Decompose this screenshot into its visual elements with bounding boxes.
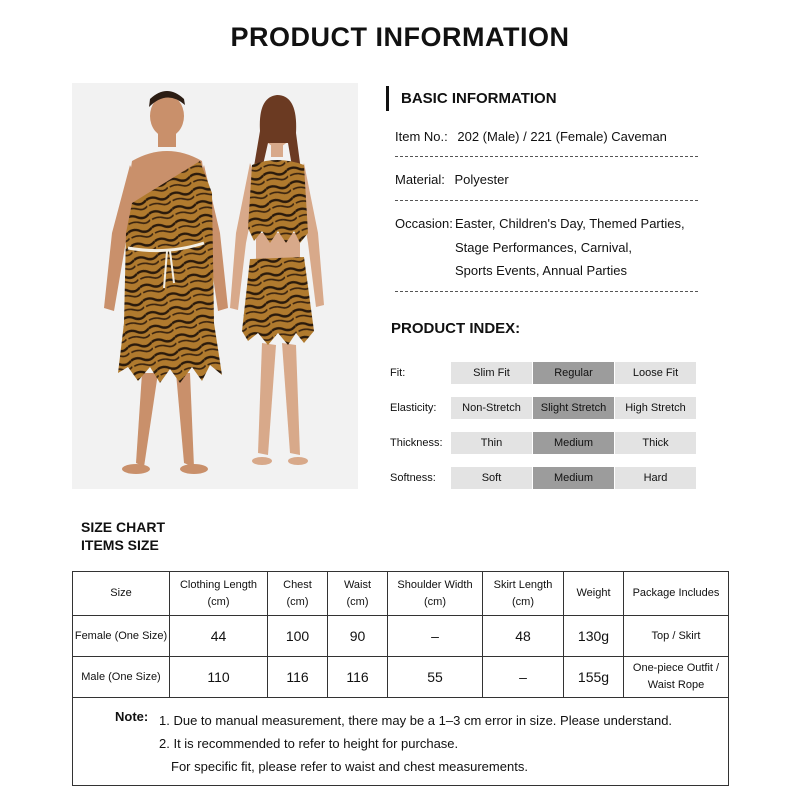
material-value: Polyester (454, 172, 509, 187)
note-label: Note: (115, 709, 149, 724)
size-table (72, 571, 729, 786)
table-cell: One-piece Outfit / Waist Rope (624, 657, 729, 698)
table-row (73, 616, 729, 657)
index-option-selected: Regular (533, 362, 614, 384)
items-size-title: ITEMS SIZE (81, 537, 159, 553)
index-row-elasticity (390, 397, 697, 419)
index-option: Slim Fit (451, 362, 532, 384)
column-header: Waist (cm) (328, 572, 388, 616)
index-label: Fit: (390, 367, 406, 379)
divider (395, 291, 698, 292)
column-header: Package Includes (624, 572, 729, 616)
table-cell: Top / Skirt (624, 616, 729, 657)
size-chart-title: SIZE CHART (81, 519, 165, 535)
table-cell: 116 (328, 657, 388, 698)
item-number-value: 202 (Male) / 221 (Female) Caveman (457, 129, 667, 144)
note-line: 2. It is recommended to refer to height for purchase. (159, 736, 459, 751)
note-cell (73, 698, 729, 786)
note-row (73, 698, 729, 786)
index-row-fit (390, 362, 697, 384)
table-cell: 155g (564, 657, 624, 698)
product-index-heading: PRODUCT INDEX: (391, 320, 521, 337)
product-photo (72, 83, 358, 489)
index-option: Thick (615, 432, 696, 454)
table-cell: – (483, 657, 564, 698)
column-header: Shoulder Width (cm) (388, 572, 483, 616)
note-line: For specific fit, please refer to waist and chest measurements. (171, 759, 528, 774)
note-line: 1. Due to manual measurement, there may be a 1–3 cm error in size. Please understand. (159, 713, 673, 728)
basic-info-heading: BASIC INFORMATION (386, 86, 557, 111)
occasion-label: Occasion: (395, 216, 453, 231)
occasion-line: Stage Performances, Carnival, (455, 239, 633, 255)
divider (395, 200, 698, 201)
index-option: Thin (451, 432, 532, 454)
table-header-row (73, 572, 729, 616)
index-option-selected: Medium (533, 432, 614, 454)
table-cell: 100 (268, 616, 328, 657)
table-cell: 48 (483, 616, 564, 657)
index-label: Elasticity: (390, 402, 437, 414)
occasion-line: Easter, Children's Day, Themed Parties, (455, 216, 685, 231)
table-cell: 55 (388, 657, 483, 698)
column-header: Skirt Length (cm) (483, 572, 564, 616)
item-number-row (395, 125, 667, 148)
column-header: Weight (564, 572, 624, 616)
material-label: Material: (395, 172, 445, 187)
table-cell: 90 (328, 616, 388, 657)
table-cell: – (388, 616, 483, 657)
table-cell: Female (One Size) (73, 616, 170, 657)
table-cell: Male (One Size) (73, 657, 170, 698)
column-header: Size (73, 572, 170, 616)
occasion-line: Sports Events, Annual Parties (455, 263, 627, 278)
table-cell: 110 (170, 657, 268, 698)
table-row (73, 657, 729, 698)
table-cell: 116 (268, 657, 328, 698)
index-label: Softness: (390, 472, 436, 484)
index-option: Loose Fit (615, 362, 696, 384)
index-option: Non-Stretch (451, 397, 532, 419)
index-row-thickness (390, 432, 697, 454)
page-title: PRODUCT INFORMATION (230, 22, 570, 52)
index-option-selected: Medium (533, 467, 614, 489)
index-option: Hard (615, 467, 696, 489)
item-number-label: Item No.: (395, 129, 448, 144)
table-cell: 44 (170, 616, 268, 657)
material-row (395, 168, 509, 191)
index-label: Thickness: (390, 437, 443, 449)
column-header: Chest (cm) (268, 572, 328, 616)
column-header: Clothing Length (cm) (170, 572, 268, 616)
index-option: Soft (451, 467, 532, 489)
index-row-softness (390, 467, 697, 489)
table-cell: 130g (564, 616, 624, 657)
index-option-selected: Slight Stretch (533, 397, 614, 419)
occasion-row (395, 212, 685, 283)
index-option: High Stretch (615, 397, 696, 419)
divider (395, 156, 698, 157)
size-chart-heading (81, 518, 165, 554)
